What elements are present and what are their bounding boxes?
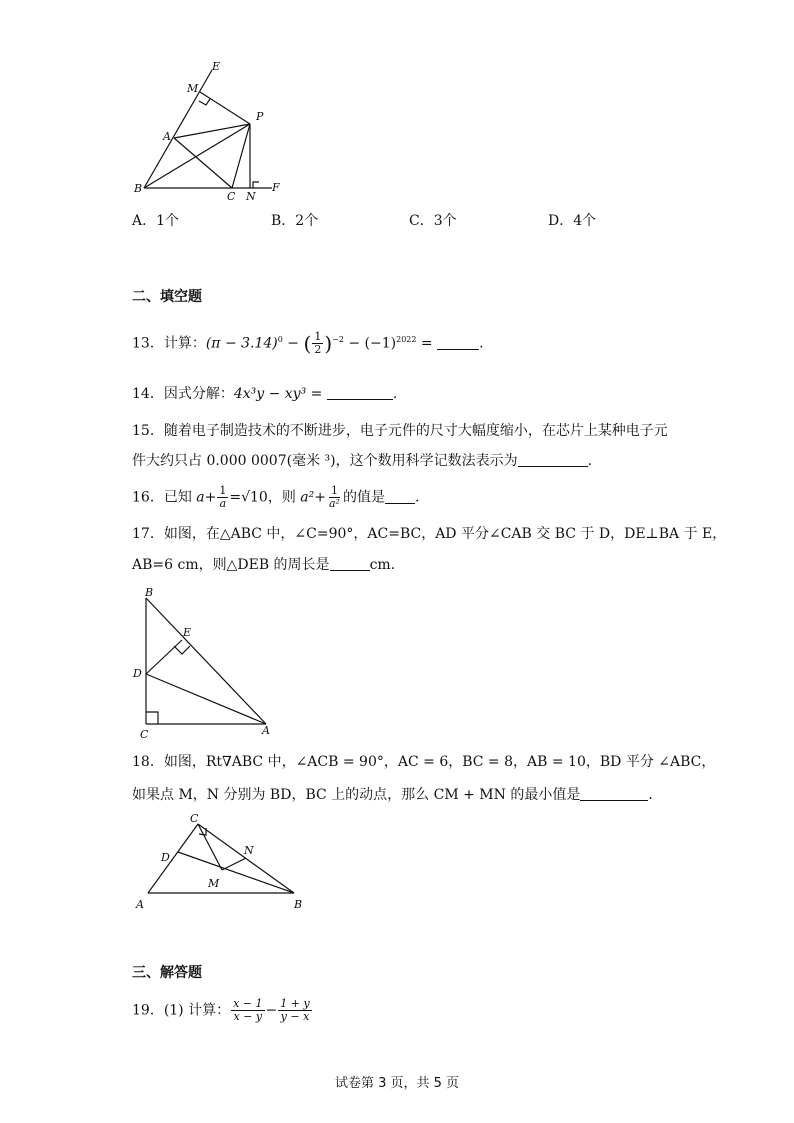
question-17-line1: 17．如图，在△ABC 中，∠C=90°，AC=BC，AD 平分∠CAB 交 BC 于 D，DE⊥BA 于 E， [132, 526, 727, 542]
q13-answer-blank[interactable] [437, 335, 479, 350]
q14-expr: 4x³y − xy³ = [233, 386, 327, 402]
label-D: D [161, 851, 170, 864]
q13-exp1: 0 [277, 335, 283, 344]
label-C: C [227, 190, 236, 203]
question-16: 16．已知 a+ $\frac{1}{a}$ =√10，则 a²+ $\frac{1}{\text{a²}}$ 的值是 . [132, 484, 420, 510]
label-A: A [136, 898, 144, 911]
option-c: C．3个 [409, 213, 457, 229]
label-F: F [272, 181, 280, 194]
label-C: C [140, 728, 149, 741]
question-18-line1: 18．如图，Rt∇ABC 中，∠ACB = 90°，AC = 6，BC = 8，AB = 10，BD 平分 ∠ABC， [132, 754, 716, 770]
question-17-line2: AB=6 cm，则△DEB 的周长是 cm. [132, 557, 396, 573]
q13-fraction: $\frac{1}{2}$ [314, 330, 322, 357]
label-A: A [262, 724, 270, 737]
label-B: B [145, 586, 154, 599]
q14-prefix: 14．因式分解： [132, 386, 234, 402]
q15-answer-blank[interactable] [518, 452, 588, 467]
q13-exp2: −2 [332, 335, 344, 344]
label-E: E [183, 626, 192, 639]
question-14: 14．因式分解：4x³y − xy³ = . [132, 386, 398, 402]
label-N: N [244, 844, 254, 857]
q16-answer-blank[interactable] [385, 489, 415, 504]
figure-q18 [130, 808, 320, 912]
q13-exp3: 2022 [396, 335, 417, 344]
q13-expr1: (π − 3.14) [205, 335, 278, 352]
q13-expr3: − (−1) [343, 335, 397, 352]
figure-q17 [126, 582, 286, 742]
label-M: M [187, 82, 199, 95]
label-M: M [208, 877, 220, 890]
question-15-line2: 件大约只占 0.000 0007(毫米 ³)，这个数用科学记数法表示为 . [132, 453, 593, 469]
q13-eq: = [416, 335, 438, 352]
option-d: D．4个 [548, 213, 597, 229]
q16-fraction-2: $\frac{1}{\text{a²}}$ [329, 484, 340, 510]
q13-prefix: 13．计算： [132, 335, 206, 352]
figure-q12 [130, 58, 300, 208]
q18-answer-blank[interactable] [580, 786, 648, 801]
section-title-answer: 三、解答题 [132, 965, 202, 981]
page-footer: 试卷第 3 页，共 5 页 [334, 1076, 460, 1091]
q17-answer-blank[interactable] [330, 556, 370, 571]
label-A: A [163, 130, 171, 143]
question-13: 13．计算：$(\pi - 3.14)^0$ − ( $\frac{1}{2}$ )$^{-2} - (-1)^{2022}$ = . [132, 330, 484, 357]
question-18-line2: 如果点 M，N 分别为 BD，BC 上的动点，那么 CM + MN 的最小值是 . [132, 787, 653, 803]
q19-fraction-1: $\frac{x - 1}{x - y}$ [233, 997, 263, 1023]
q14-answer-blank[interactable] [327, 385, 393, 400]
option-a: A．1个 [132, 213, 180, 229]
q19-fraction-2: $\frac{1 + y}{y - x}$ [280, 997, 310, 1023]
section-title-fill: 二、填空题 [132, 289, 202, 305]
question-15-line1: 15．随着电子制造技术的不断进步，电子元件的尺寸大幅度缩小，在芯片上某种电子元 [132, 423, 668, 439]
label-B: B [294, 898, 303, 911]
option-b: B．2个 [271, 213, 319, 229]
label-E: E [212, 60, 221, 73]
label-C: C [190, 812, 199, 825]
label-B: B [134, 182, 143, 195]
q13-minus1: − [282, 335, 304, 352]
label-P: P [256, 110, 264, 123]
label-N: N [246, 190, 256, 203]
q16-fraction-1: $\frac{1}{a}$ [219, 484, 227, 510]
question-19: 19．(1) 计算： $\frac{x - 1}{x - y}$ − $\frac{1 + y}{y - x}$ [132, 997, 310, 1023]
label-D: D [133, 667, 142, 680]
